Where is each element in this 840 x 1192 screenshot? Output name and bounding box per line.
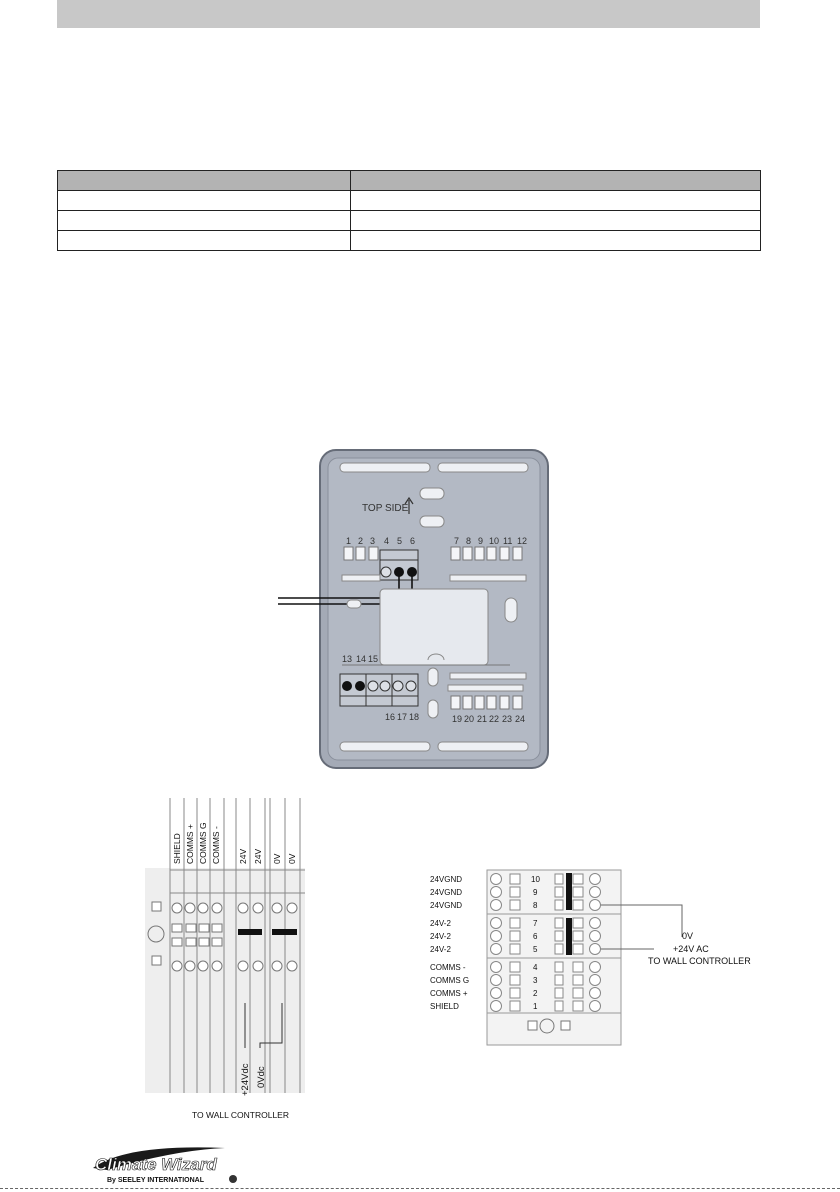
climate-wizard-logo: [85, 1138, 275, 1188]
terminal-number: 3: [533, 976, 538, 985]
wall-plate-diagram: [270, 448, 560, 773]
terminal-number: 14: [356, 654, 367, 664]
terminal-number: 6: [410, 536, 416, 546]
terminal-label: 24V-2: [430, 932, 451, 941]
din-header: 0V: [287, 853, 297, 864]
terminal-number: 5: [533, 945, 538, 954]
terminal-number: 9: [478, 536, 484, 546]
terminal-number: 2: [358, 536, 364, 546]
terminal-number: 4: [384, 536, 390, 546]
terminal-number: 8: [466, 536, 472, 546]
terminal-number: 18: [409, 712, 420, 722]
terminal-number: 12: [517, 536, 528, 546]
terminal-block-caption: TO WALL CONTROLLER: [648, 956, 751, 966]
din-caption: TO WALL CONTROLLER: [192, 1110, 289, 1120]
terminal-number: 16: [385, 712, 396, 722]
din-header: COMMS -: [211, 826, 221, 864]
top-side-label: TOP SIDE: [362, 503, 409, 514]
terminal-number: 1: [533, 1002, 538, 1011]
terminal-label: 24VGND: [430, 888, 463, 897]
terminal-label: COMMS G: [430, 976, 470, 985]
terminal-label: 24VGND: [430, 875, 463, 884]
din-header: COMMS G: [198, 822, 208, 864]
din-header: 24V: [238, 848, 248, 864]
terminal-number: 20: [464, 714, 475, 724]
terminal-number: 17: [397, 712, 408, 722]
table-row: [58, 211, 761, 231]
terminal-number: 10: [489, 536, 500, 546]
terminal-label: 24V-2: [430, 919, 451, 928]
terminal-number: 10: [531, 875, 540, 884]
terminal-number: 11: [503, 536, 513, 546]
spec-table: [57, 170, 761, 251]
logo-brand: Climate Wizard: [95, 1155, 217, 1174]
terminal-number: 9: [533, 888, 538, 897]
terminal-number: 3: [370, 536, 376, 546]
terminal-number: 4: [533, 963, 538, 972]
table-header-row: [58, 171, 761, 191]
terminal-number: 7: [533, 919, 538, 928]
din-header: 0V: [272, 853, 282, 864]
label-24vac: +24V AC: [673, 944, 709, 954]
footer-rule: [0, 1188, 840, 1189]
terminal-number: 21: [477, 714, 488, 724]
din-terminal-diagram: [140, 798, 310, 1123]
terminal-number: 1: [346, 536, 352, 546]
terminal-number: 2: [533, 989, 538, 998]
terminal-number: 8: [533, 901, 538, 910]
terminal-number: 6: [533, 932, 538, 941]
terminal-label: COMMS -: [430, 963, 466, 972]
terminal-number: 13: [342, 654, 353, 664]
terminal-block-diagram: [425, 865, 770, 1050]
table-row: [58, 231, 761, 251]
terminal-number: 24: [515, 714, 526, 724]
terminal-label: 24V-2: [430, 945, 451, 954]
label-24vdc: +24Vdc: [240, 1063, 251, 1096]
din-terminal-headers: [172, 822, 297, 864]
din-header: SHIELD: [172, 833, 182, 864]
terminal-number: 22: [489, 714, 500, 724]
logo-byline: By SEELEY INTERNATIONAL: [107, 1177, 204, 1184]
terminal-number: 5: [397, 536, 403, 546]
terminal-label: COMMS +: [430, 989, 468, 998]
label-0vdc: 0Vdc: [256, 1066, 267, 1088]
terminal-number: 19: [452, 714, 463, 724]
header-bar: [57, 0, 760, 28]
din-header: 24V: [253, 848, 263, 864]
terminal-number: 15: [368, 654, 379, 664]
terminal-number: 7: [454, 536, 460, 546]
table-row: [58, 191, 761, 211]
terminal-label: SHIELD: [430, 1002, 459, 1011]
din-header: COMMS +: [185, 824, 195, 864]
terminal-label: 24VGND: [430, 901, 463, 910]
terminal-number: 23: [502, 714, 513, 724]
label-0v: 0V: [682, 931, 694, 941]
